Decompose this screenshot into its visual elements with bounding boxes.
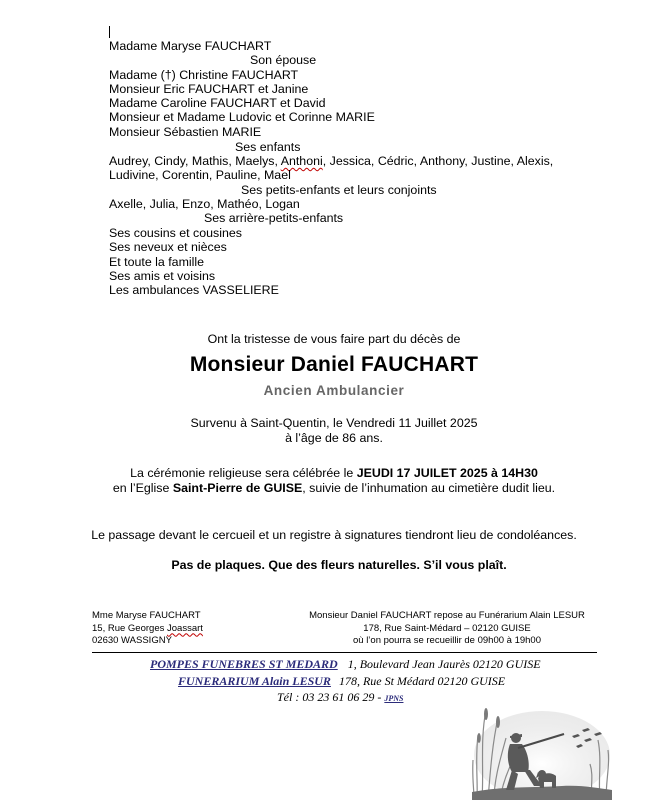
- contact-right-line-2: 178, Rue Saint-Médard – 02120 GUISE: [363, 622, 531, 634]
- contact-right-line-1: Monsieur Daniel FAUCHART repose au Funérarium Alain LESUR: [309, 610, 585, 621]
- deceased-name: Monsieur Daniel FAUCHART: [189, 353, 479, 376]
- deceased-title: Ancien Ambulancier: [263, 383, 405, 398]
- grandchildren-role: Ses petits-enfants et leurs conjoints: [241, 183, 437, 197]
- other-family-line: Les ambulances VASSELIERE: [109, 283, 279, 297]
- ceremony-text: La cérémonie religieuse sera célébrée le: [130, 466, 357, 480]
- other-family-line: Ses cousins et cousines: [109, 226, 242, 240]
- footer-funerarium: [178, 674, 505, 689]
- hunter-illustration: [472, 700, 612, 800]
- text-cursor: [109, 26, 110, 38]
- child-line: Madame Caroline FAUCHART et David: [109, 96, 326, 110]
- footer-divider: [92, 652, 597, 653]
- child-line: Madame (†) Christine FAUCHART: [109, 68, 299, 82]
- great-grandchildren-role: Ses arrière-petits-enfants: [204, 211, 344, 225]
- contact-left-line-2: [92, 623, 203, 636]
- phone-separator: -: [374, 690, 385, 704]
- contact-left-street: 15, Rue Georges: [92, 622, 167, 634]
- funeral-home-address: 1, Boulevard Jean Jaurès 02120 GUISE: [347, 657, 541, 671]
- other-family-line: Ses amis et voisins: [109, 269, 216, 283]
- great-grandchildren: Axelle, Julia, Enzo, Mathéo, Logan: [109, 197, 300, 211]
- wife-role: Son épouse: [250, 53, 317, 67]
- church-name: Saint-Pierre de GUISE: [172, 481, 303, 495]
- grandchildren-line-1: [109, 154, 553, 168]
- grandchildren-line-2: Ludivine, Corentin, Pauline, Mael: [109, 168, 291, 182]
- footer-phone: [277, 690, 403, 705]
- ceremony-text-a: en l’Eglise: [112, 481, 173, 495]
- children-role: Ses enfants: [235, 140, 301, 154]
- funerarium-address: 178, Rue St Médard 02120 GUISE: [338, 674, 506, 688]
- funerarium-name: FUNERARIUM Alain LESUR: [178, 674, 331, 688]
- contact-left-line-3: 02630 WASSIGNY: [92, 635, 172, 647]
- condolences-note: Le passage devant le cercueil et un registre à signatures tiendront lieu de condoléances.: [91, 528, 577, 542]
- contact-right-line-3: où l’on pourra se recueillir de 09h00 à 19h00: [352, 635, 542, 647]
- contact-right: [302, 610, 592, 648]
- misspelled-word: Anthoni: [280, 154, 323, 168]
- phone-number: Tél : 03 23 61 06 29: [277, 690, 375, 704]
- ceremony-line-1: [0, 466, 645, 480]
- jpns-mark: JPNS: [384, 694, 404, 703]
- child-line: Monsieur Sébastien MARIE: [109, 125, 262, 139]
- ceremony-line-2: [0, 481, 645, 495]
- grandchildren-text-a: Audrey, Cindy, Mathis, Maelys,: [109, 154, 281, 168]
- grandchildren-text-b: , Jessica, Cédric, Anthony, Justine, Alexis,: [322, 154, 554, 168]
- child-line: Monsieur Eric FAUCHART et Janine: [109, 82, 309, 96]
- misspelled-word: Joassart: [167, 622, 203, 634]
- funeral-home-name: POMPES FUNEBRES ST MEDARD: [150, 657, 338, 671]
- contact-left-line-1: Mme Maryse FAUCHART: [92, 610, 201, 621]
- footer-funeral-home: [150, 657, 541, 672]
- death-line-2: à l’âge de 86 ans.: [285, 431, 383, 445]
- flowers-note: Pas de plaques. Que des fleurs naturelles. S’il vous plaît.: [171, 558, 507, 572]
- wife-name: Madame Maryse FAUCHART: [109, 39, 272, 53]
- death-line-1: Survenu à Saint-Quentin, le Vendredi 11 Juillet 2025: [190, 416, 478, 430]
- announcement-intro: Ont la tristesse de vous faire part du décès de: [207, 332, 461, 346]
- other-family-line: Ses neveux et nièces: [109, 240, 227, 254]
- contact-left: [92, 610, 203, 648]
- child-line: Monsieur et Madame Ludovic et Corinne MARIE: [109, 110, 375, 124]
- other-family-line: Et toute la famille: [109, 255, 205, 269]
- ceremony-text-b: , suivie de l’inhumation au cimetière dudit lieu.: [302, 481, 556, 495]
- ceremony-date: JEUDI 17 JUILET 2025 à 14H30: [356, 466, 538, 480]
